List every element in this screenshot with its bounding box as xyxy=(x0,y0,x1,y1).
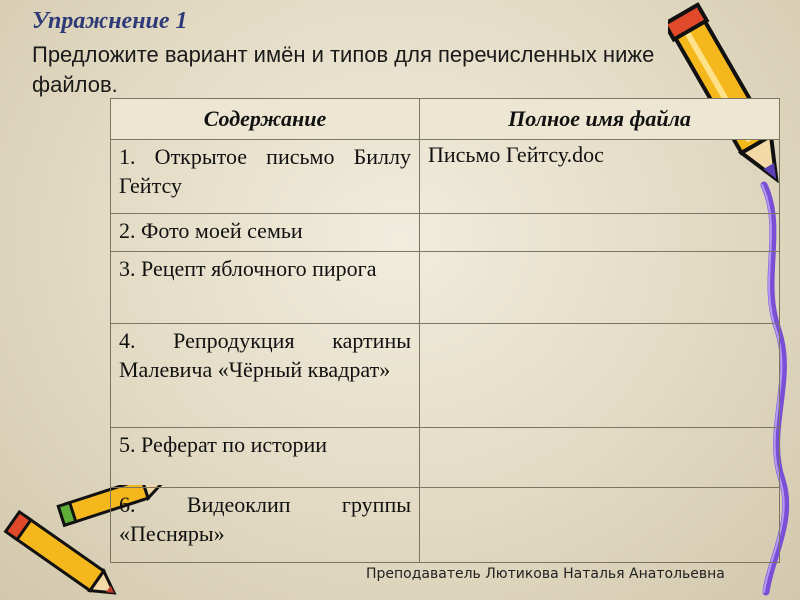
table-header-row xyxy=(111,99,780,140)
table-row xyxy=(111,252,780,324)
filename-cell xyxy=(420,488,780,563)
files-table xyxy=(110,98,780,563)
column-header-filename: Полное имя файла xyxy=(420,99,780,140)
table-row xyxy=(111,324,780,428)
filename-cell xyxy=(420,214,780,252)
content-cell: 1. Открытое письмо Биллу Гейтсу xyxy=(111,140,420,214)
content-cell: 3. Рецепт яблочного пирога xyxy=(111,252,420,324)
filename-cell xyxy=(420,428,780,488)
column-header-content: Содержание xyxy=(111,99,420,140)
filename-cell: Письмо Гейтсу.doc xyxy=(420,140,780,214)
content-cell: 2. Фото моей семьи xyxy=(111,214,420,252)
content-cell: 4. Репродукция картины Малевича «Чёрный квадрат» xyxy=(111,324,420,428)
content-cell: 5. Реферат по истории xyxy=(111,428,420,488)
page-title: Упражнение 1 xyxy=(32,8,188,34)
exercise-instructions: Предложите вариант имён и типов для перечисленных ниже файлов. xyxy=(32,42,655,97)
content-cell: 6. Видеоклип группы «Песняры» xyxy=(111,488,420,563)
table-row xyxy=(111,428,780,488)
table-row xyxy=(111,214,780,252)
filename-cell xyxy=(420,324,780,428)
table-row xyxy=(111,488,780,563)
table-row xyxy=(111,140,780,214)
filename-cell xyxy=(420,252,780,324)
author-footer: Преподаватель Лютикова Наталья Анатольевна xyxy=(366,566,725,582)
